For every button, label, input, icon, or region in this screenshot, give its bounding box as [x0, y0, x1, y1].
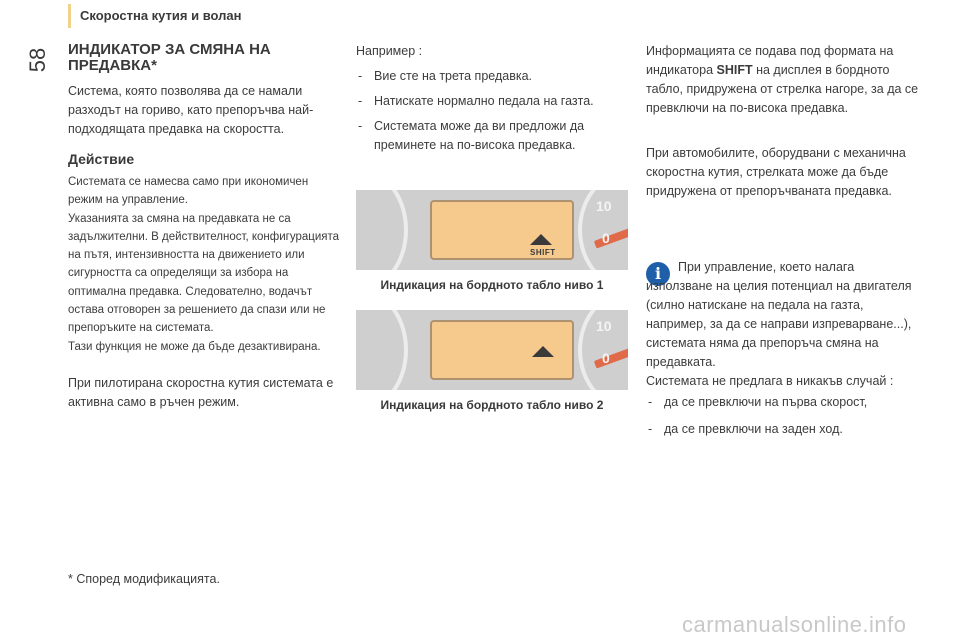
info-note — [646, 258, 922, 439]
list-item: - Системата може да ви предложи да преминете на по-висока предавка. — [358, 119, 585, 152]
gauge-label-0: 0 — [602, 230, 610, 246]
subhead-operation: Действие — [68, 151, 135, 167]
shift-up-arrow-icon — [530, 234, 552, 245]
gauge-label-10: 10 — [596, 198, 612, 214]
shift-keyword: SHIFT — [716, 63, 753, 77]
footnote: * Според модификацията. — [68, 572, 220, 586]
operation-line: Тази функция не може да бъде дезактивирана. — [68, 340, 321, 353]
caption-level-1: Индикация на бордното табло ниво 1 — [380, 278, 604, 292]
info-line: Системата не предлага в никакъв случай : — [646, 374, 894, 388]
shift-up-arrow-icon — [532, 346, 554, 357]
header-accent-bar — [68, 4, 71, 28]
page-number — [18, 40, 58, 80]
column-left — [68, 42, 340, 412]
gauge-left-ring — [356, 190, 408, 270]
dashboard-image-level-2 — [356, 310, 628, 390]
info-line: използване на целия потенциал на двигателя (силно натискане на педала на газта, например, за да се направи изпреварване...), системата няма да препоръча смяна на предавката. — [646, 279, 912, 369]
manual-mode-note: При пилотирана скоростна кутия системата е активна само в ръчен режим. — [68, 375, 334, 409]
info-line: При управление, което налага — [678, 260, 855, 274]
manual-gearbox-paragraph: При автомобилите, оборудвани с механична скоростна кутия, стрелката може да бъде придружена от препоръчваната предавка. — [646, 146, 906, 198]
section-header-title: Скоростна кутия и волан — [80, 8, 242, 23]
example-list — [356, 67, 628, 155]
watermark: carmanualsonline.info — [682, 612, 907, 637]
list-item: - да се превключи на първа скорост, — [648, 395, 868, 409]
list-item: - Натискате нормално педала на газта. — [358, 94, 594, 108]
list-item: - да се превключи на заден ход. — [648, 422, 843, 436]
operation-line: Указанията за смяна на предавката не са задължителни. В действителност, конфигурацията на пътя, интензивността на движението или сигурността са определящи за избора на оптимална предавка. Следователно, водачът остава отговорен за решението да спази или не препоръките на системата. — [68, 212, 340, 335]
shift-info-paragraph: Информацията се подава под формата на индикатора SHIFT на дисплея в бордното табло, придружена от стрелка нагоре, за да се превключи на по-висока предавка. — [646, 44, 919, 115]
intro-paragraph: Система, която позволява да се намали разходът на гориво, като препоръчва най-подходящата предавка на скоростта. — [68, 84, 314, 136]
section-title-line-2: ПРЕДАВКА* — [68, 57, 157, 74]
example-label: Например : — [356, 44, 423, 58]
shift-indicator-text: SHIFT — [530, 248, 556, 257]
dashboard-image-level-1 — [356, 190, 628, 270]
column-right — [646, 42, 922, 201]
page-number-text: 58 — [25, 47, 50, 73]
caption-level-2: Индикация на бордното табло ниво 2 — [380, 398, 604, 412]
operation-text — [68, 173, 340, 356]
section-title-line-1: ИНДИКАТОР ЗА СМЯНА НА — [68, 41, 271, 58]
info-icon: i — [646, 262, 670, 286]
info-list — [646, 393, 922, 439]
column-middle — [356, 42, 628, 155]
list-item: - Вие сте на трета предавка. — [358, 69, 533, 83]
section-title — [68, 42, 340, 74]
gauge-label-10: 10 — [596, 318, 612, 334]
gauge-label-0: 0 — [602, 350, 610, 366]
operation-line: Системата се намесва само при икономичен режим на управление. — [68, 176, 309, 207]
gauge-left-ring — [356, 310, 408, 390]
